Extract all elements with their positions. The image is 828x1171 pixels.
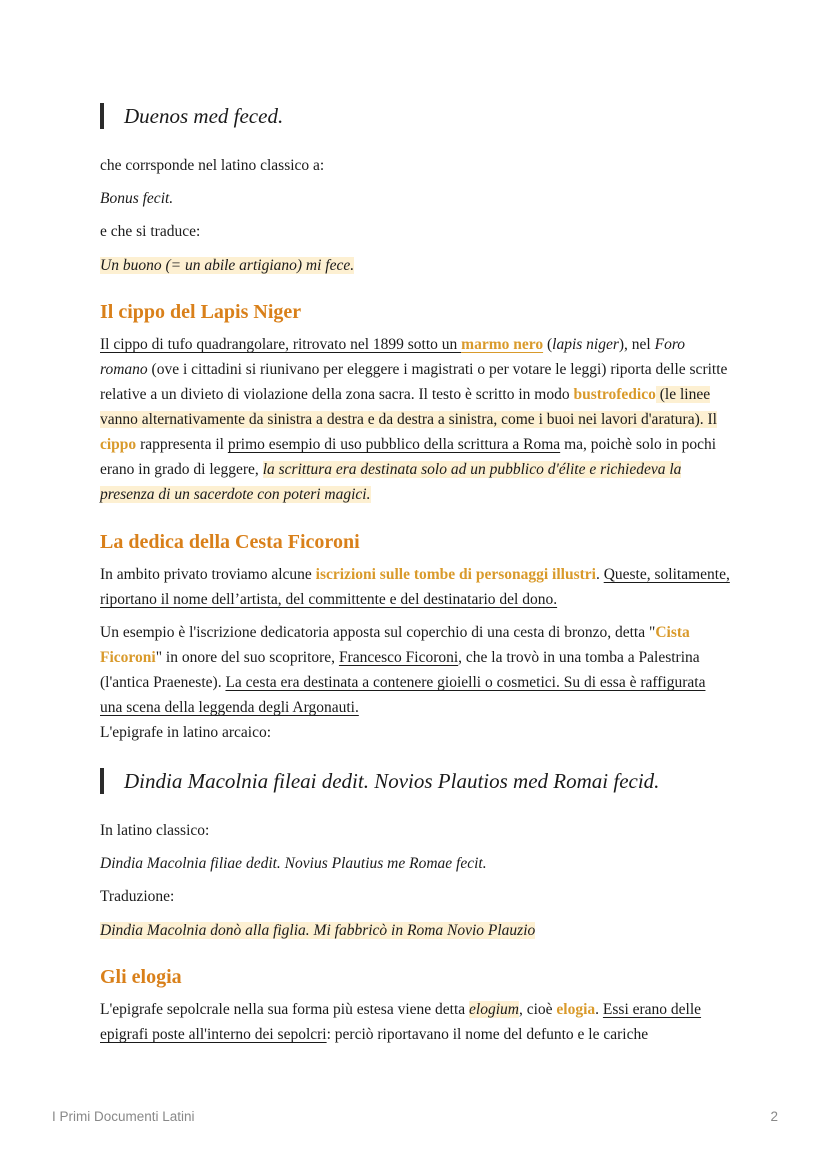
paragraph-translation — [100, 918, 730, 943]
heading-lapis-niger: Il cippo del Lapis Niger — [100, 301, 302, 323]
underlined-text: Queste, solitamente, riportano il nome dell’artista, del committente e del destinatario del dono. — [100, 566, 730, 608]
text: ( — [543, 336, 553, 353]
underlined-text: Il cippo di tufo quadrangolare, ritrovato nel 1899 sotto un — [100, 336, 462, 353]
heading-cesta-ficoroni: La dedica della Cesta Ficoroni — [100, 531, 360, 553]
text: . — [595, 566, 604, 583]
quote-text: Dindia Macolnia fileai dedit. Novios Plautios med Romai fecid. — [124, 769, 660, 793]
paragraph: che corrsponde nel latino classico a: — [100, 157, 325, 174]
paragraph-cesta-1 — [100, 562, 730, 612]
paragraph-cesta-2 — [100, 620, 730, 745]
text: " in onore del suo scopritore, — [155, 649, 339, 666]
blockquote-archaic — [100, 103, 283, 129]
highlighted-translation: Dindia Macolnia donò alla figlia. Mi fabbricò in Roma Novio Plauzio — [100, 922, 536, 939]
keyword: cippo — [100, 436, 137, 453]
text: Un esempio è l'iscrizione dedicatoria apposta sul coperchio di una cesta di bronzo, detta " — [100, 624, 656, 641]
paragraph-lapis-niger — [100, 332, 730, 507]
italic-text: Foro romano — [100, 336, 686, 378]
text: . — [595, 1001, 603, 1018]
italic-text: elogium — [469, 1001, 519, 1018]
keyword: marmo nero — [461, 336, 544, 353]
text: L'epigrafe sepolcrale nella sua forma più estesa viene detta — [100, 1001, 470, 1018]
underlined-name: Francesco Ficoroni — [338, 649, 459, 666]
heading-elogia: Gli elogia — [100, 966, 182, 988]
text: rappresenta il — [136, 436, 228, 453]
keyword: bustrofedico — [573, 386, 656, 403]
footer-page-number: 2 — [770, 1109, 778, 1124]
text: , che la trovò in una tomba a Palestrina (l'antica Praeneste). — [100, 649, 700, 691]
text: : perciò riportavano il nome del defunto e le cariche — [326, 1026, 649, 1043]
quote-text: Duenos med feced. — [124, 104, 284, 128]
paragraph-latin: Dindia Macolnia filiae dedit. Novius Plautius me Romae fecit. — [100, 855, 487, 872]
highlighted-italic-text: la scrittura era destinata solo ad un pubblico d'élite e richiedeva la presenza di un sacerdote con poteri magici. — [100, 461, 682, 503]
keyword: elogia — [556, 1001, 596, 1018]
paragraph-translation — [100, 253, 730, 278]
highlighted-text: (le linee vanno alternativamente da sinistra a destra e da destra a sinistra, come i buoi nei lavori d'aratura). Il — [100, 386, 717, 428]
text: L'epigrafe in latino arcaico: — [100, 724, 272, 741]
underlined-text: La cesta era destinata a contenere gioielli o cosmetici. Su di essa è raffigurata una scena della leggenda degli Argonauti. — [100, 674, 706, 716]
paragraph-latin: Bonus fecit. — [100, 190, 174, 207]
text: In ambito privato troviamo alcune — [100, 566, 316, 583]
text: ), nel — [618, 336, 655, 353]
keyword: iscrizioni sulle tombe di personaggi illustri — [315, 566, 596, 583]
underlined-text: Essi erano delle epigrafi poste all'interno dei sepolcri — [100, 1001, 702, 1043]
text: (ove i cittadini si riunivano per eleggere i magistrati o per votare le leggi) riporta delle scritte relative a un divieto di violazione della zona sacra. Il testo è scritto in modo — [100, 361, 728, 403]
footer-document-title: I Primi Documenti Latini — [52, 1109, 195, 1124]
text: , cioè — [518, 1001, 557, 1018]
keyword: Cista Ficoroni — [100, 624, 690, 666]
paragraph: e che si traduce: — [100, 223, 201, 240]
highlighted-translation: Un buono (= un abile artigiano) mi fece. — [100, 257, 355, 274]
italic-text: lapis niger — [552, 336, 619, 353]
paragraph-elogia — [100, 997, 730, 1047]
blockquote-cista-inscription — [100, 768, 659, 794]
underlined-text: primo esempio di uso pubblico della scrittura a Roma — [227, 436, 561, 453]
text: ma, poichè solo in pochi erano in grado di leggere, — [100, 436, 717, 478]
paragraph: In latino classico: — [100, 822, 210, 839]
paragraph: Traduzione: — [100, 888, 175, 905]
